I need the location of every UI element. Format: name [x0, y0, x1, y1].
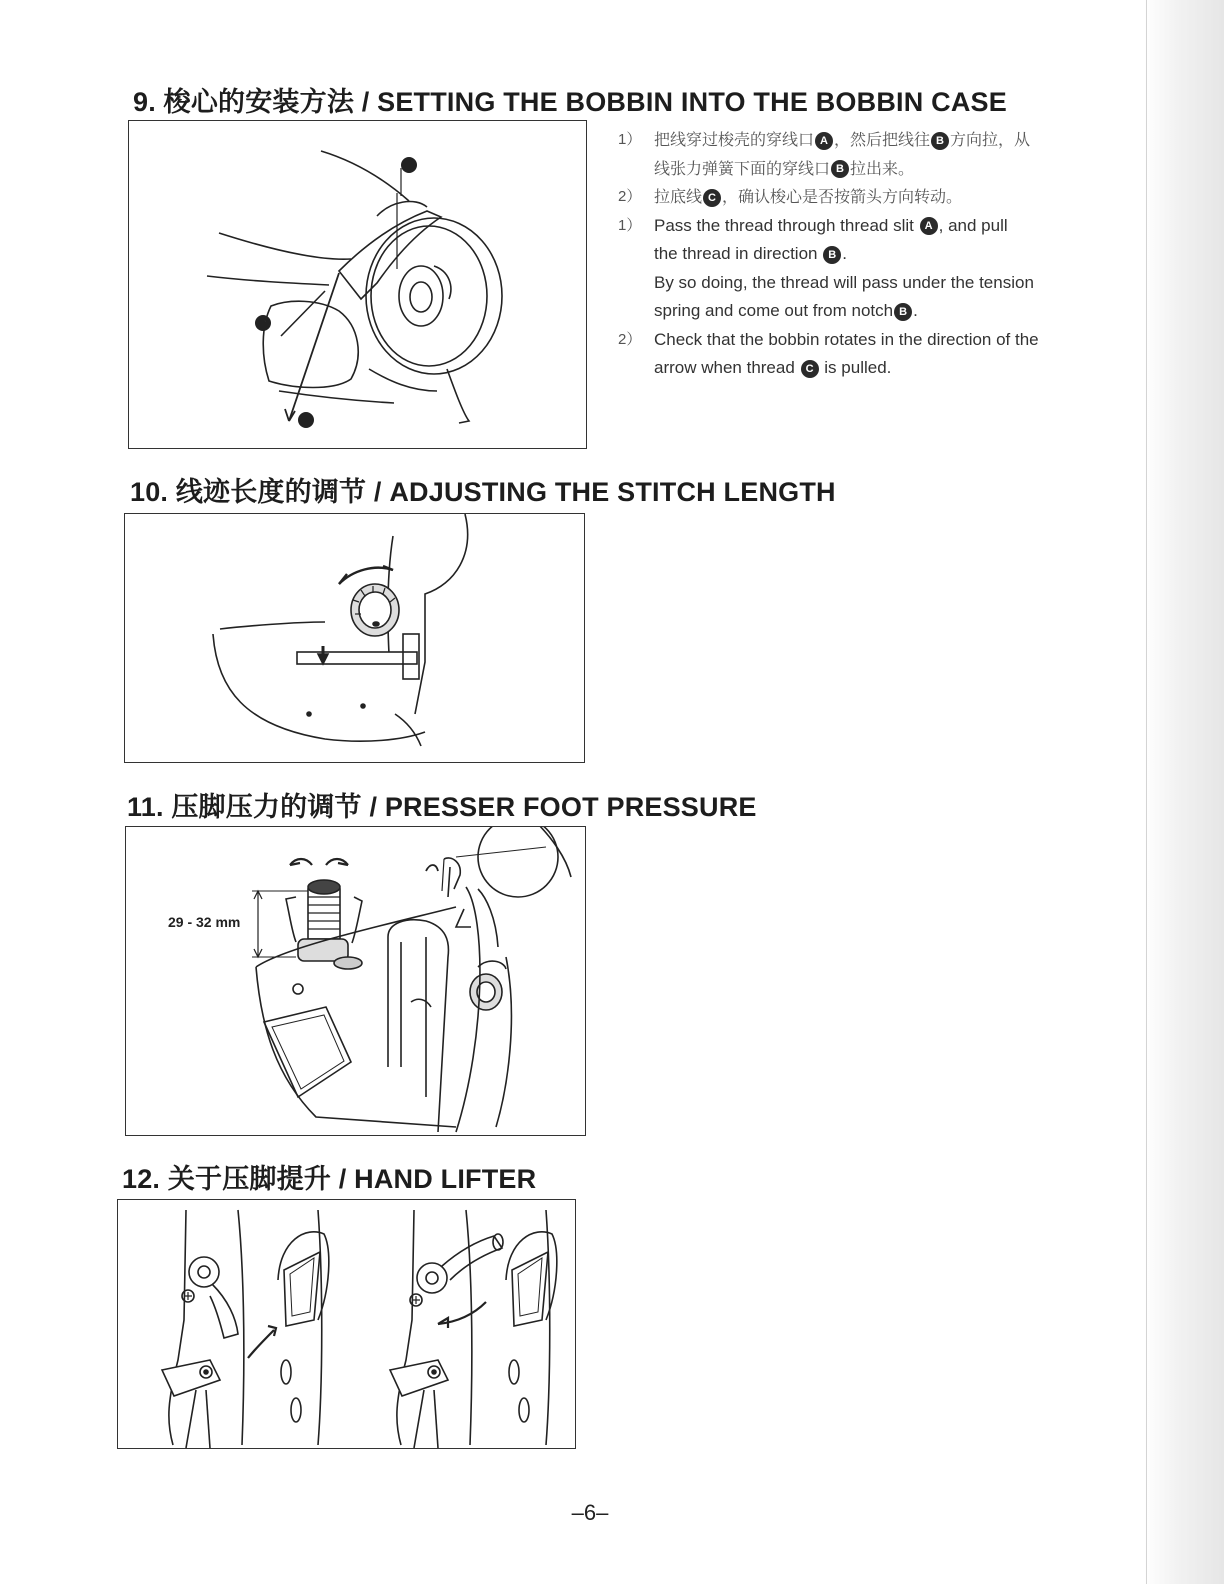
presser-foot-pressure-illustration — [125, 826, 586, 1136]
marker-b-inline: B — [894, 303, 912, 321]
instruction-en-1-cont2: By so doing, the thread will pass under the tension — [654, 272, 1034, 292]
instruction-zh-1-cont: 线张力弹簧下面的穿线口 B 拉出来。 — [654, 158, 915, 178]
section-10-heading: 10. 线迹长度的调节 / ADJUSTING THE STITCH LENGTH — [130, 477, 836, 507]
page-edge-shadow — [1144, 0, 1224, 1584]
marker-b-inline: B — [831, 160, 849, 178]
marker-b-label: B — [259, 318, 267, 330]
section-11-heading: 11. 压脚压力的调节 / PRESSER FOOT PRESSURE — [127, 792, 757, 822]
marker-a-inline: A — [815, 132, 833, 150]
instruction-en-1: 1） Pass the thread through thread slit A , and pull — [618, 215, 1008, 235]
marker-c-label: C — [302, 415, 310, 427]
instruction-en-2: 2） Check that the bobbin rotates in the direction of the — [618, 329, 1039, 349]
instruction-zh-2: 2） 拉底线 C ，确认梭心是否按箭头方向转动。 — [618, 187, 963, 206]
marker-b-inline: B — [931, 132, 949, 150]
page-number: –6– — [571, 1500, 609, 1525]
instruction-en-2-cont: arrow when thread C is pulled. — [654, 358, 892, 377]
pressure-dimension-label: 29 - 32 mm — [168, 914, 241, 930]
stitch-length-illustration — [124, 513, 585, 763]
section-12-heading: 12. 关于压脚提升 / HAND LIFTER — [122, 1164, 537, 1194]
hand-lifter-down — [162, 1210, 329, 1448]
hand-lifter-up — [390, 1210, 557, 1448]
bobbin-instructions — [618, 126, 1118, 383]
instruction-en-1-cont: the thread in direction B . — [654, 244, 847, 263]
page-edge-line — [1146, 0, 1147, 1584]
marker-c-inline: C — [703, 189, 721, 207]
hand-lifter-illustration — [117, 1199, 576, 1449]
instruction-zh-1: 1） 把线穿过梭壳的穿线口 A ，然后把线往 B 方向拉，从 — [618, 130, 1031, 149]
section-9-heading: 9. 梭心的安装方法 / SETTING THE BOBBIN INTO THE BOBBIN CASE — [133, 87, 1007, 117]
marker-a-label: A — [405, 160, 413, 172]
bobbin-case-illustration — [128, 120, 587, 449]
instruction-en-1-cont3: spring and come out from notch B . — [654, 301, 918, 320]
marker-b-inline: B — [823, 246, 841, 264]
marker-c-inline: C — [801, 360, 819, 378]
marker-a-inline: A — [920, 217, 938, 235]
